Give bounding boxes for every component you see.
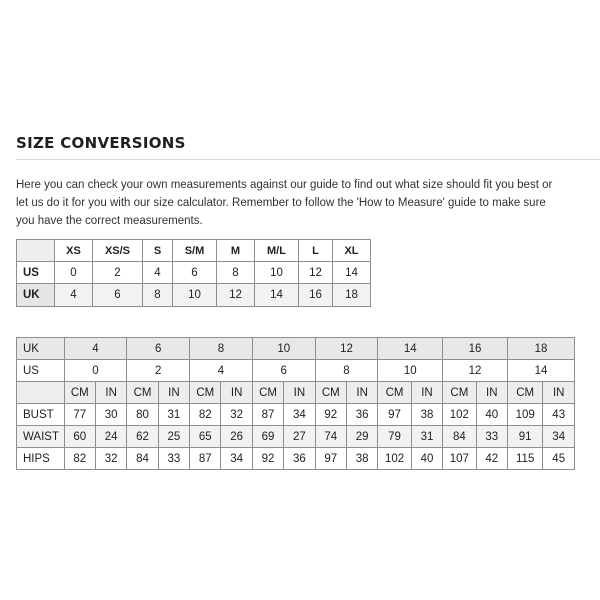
size-conversion-table bbox=[16, 239, 371, 307]
unit-in-cell: IN bbox=[411, 382, 442, 404]
table-cell: 38 bbox=[346, 448, 377, 470]
table-cell: 107 bbox=[443, 448, 476, 470]
uk-size-cell: 12 bbox=[315, 338, 378, 360]
table-cell: 97 bbox=[378, 404, 411, 426]
table-cell: 77 bbox=[64, 404, 95, 426]
table-cell: 74 bbox=[315, 426, 346, 448]
table-cell: 92 bbox=[252, 448, 283, 470]
table-cell: 32 bbox=[95, 448, 126, 470]
size-header-row bbox=[17, 240, 371, 262]
intro-line: Here you can check your own measurements against our guide to find out what size should fit you best or bbox=[16, 179, 553, 191]
row-label: UK bbox=[17, 284, 55, 307]
table-cell: 82 bbox=[190, 404, 221, 426]
table-cell: 4 bbox=[55, 284, 93, 307]
table-cell: 6 bbox=[93, 284, 143, 307]
table-cell: 33 bbox=[158, 448, 189, 470]
table-cell: 16 bbox=[299, 284, 333, 307]
table-cell: 84 bbox=[127, 448, 158, 470]
size-header-cell: L bbox=[299, 240, 333, 262]
unit-in-cell: IN bbox=[221, 382, 252, 404]
size-header-cell: S/M bbox=[173, 240, 217, 262]
table-cell: 91 bbox=[507, 426, 542, 448]
table-cell: 14 bbox=[255, 284, 299, 307]
uk-size-cell: 10 bbox=[252, 338, 315, 360]
table-cell: 69 bbox=[252, 426, 283, 448]
uk-size-cell: 18 bbox=[507, 338, 574, 360]
table-cell: 30 bbox=[95, 404, 126, 426]
row-label: US bbox=[17, 360, 65, 382]
unit-cm-cell: CM bbox=[127, 382, 158, 404]
table-cell: 27 bbox=[284, 426, 315, 448]
size-header-cell: M bbox=[217, 240, 255, 262]
uk-size-cell: 16 bbox=[443, 338, 508, 360]
intro-line: let us do it for you with our size calculator. Remember to follow the 'How to Measure' guide to make sure bbox=[16, 197, 546, 209]
page-title: SIZE CONVERSIONS bbox=[16, 134, 186, 152]
unit-cm-cell: CM bbox=[507, 382, 542, 404]
us-size-cell: 10 bbox=[378, 360, 443, 382]
table-cell: 42 bbox=[476, 448, 507, 470]
table-cell: 25 bbox=[158, 426, 189, 448]
us-size-cell: 14 bbox=[507, 360, 574, 382]
table-cell: 36 bbox=[346, 404, 377, 426]
intro-text bbox=[16, 176, 576, 230]
table-cell: 38 bbox=[411, 404, 442, 426]
uk-size-cell: 4 bbox=[64, 338, 127, 360]
us-size-cell: 0 bbox=[64, 360, 127, 382]
waist-row bbox=[17, 426, 575, 448]
table-cell: 36 bbox=[284, 448, 315, 470]
measurement-table bbox=[16, 337, 575, 470]
table-cell: 87 bbox=[252, 404, 283, 426]
table-cell: 97 bbox=[315, 448, 346, 470]
hips-row bbox=[17, 448, 575, 470]
table-cell: 65 bbox=[190, 426, 221, 448]
table-cell: 45 bbox=[543, 448, 575, 470]
table-cell: 29 bbox=[346, 426, 377, 448]
table-cell: 34 bbox=[543, 426, 575, 448]
table-cell: 87 bbox=[190, 448, 221, 470]
table-cell: 92 bbox=[315, 404, 346, 426]
unit-header-row bbox=[17, 382, 575, 404]
table-cell: 79 bbox=[378, 426, 411, 448]
us-size-cell: 8 bbox=[315, 360, 378, 382]
size-header-cell: M/L bbox=[255, 240, 299, 262]
table-cell: 60 bbox=[64, 426, 95, 448]
uk-size-cell: 8 bbox=[190, 338, 253, 360]
table-cell: 31 bbox=[158, 404, 189, 426]
us-size-cell: 12 bbox=[443, 360, 508, 382]
size-header-cell: S bbox=[143, 240, 173, 262]
row-label: WAIST bbox=[17, 426, 65, 448]
unit-in-cell: IN bbox=[284, 382, 315, 404]
table-cell: 4 bbox=[143, 262, 173, 284]
unit-cm-cell: CM bbox=[190, 382, 221, 404]
table-cell: 12 bbox=[217, 284, 255, 307]
unit-in-cell: IN bbox=[95, 382, 126, 404]
row-label: UK bbox=[17, 338, 65, 360]
table-cell: 0 bbox=[55, 262, 93, 284]
table-cell: 26 bbox=[221, 426, 252, 448]
unit-cm-cell: CM bbox=[315, 382, 346, 404]
table-cell: 24 bbox=[95, 426, 126, 448]
row-label: US bbox=[17, 262, 55, 284]
row-label: BUST bbox=[17, 404, 65, 426]
table-cell: 82 bbox=[64, 448, 95, 470]
table-cell: 84 bbox=[443, 426, 476, 448]
uk-size-cell: 14 bbox=[378, 338, 443, 360]
uk-size-row bbox=[17, 338, 575, 360]
size-header-cell: XL bbox=[333, 240, 371, 262]
table-cell: 6 bbox=[173, 262, 217, 284]
table-cell: 34 bbox=[284, 404, 315, 426]
unit-in-cell: IN bbox=[543, 382, 575, 404]
table-cell: 8 bbox=[143, 284, 173, 307]
table-cell: 80 bbox=[127, 404, 158, 426]
table-cell: 31 bbox=[411, 426, 442, 448]
table-cell: 14 bbox=[333, 262, 371, 284]
unit-cm-cell: CM bbox=[252, 382, 283, 404]
us-size-cell: 6 bbox=[252, 360, 315, 382]
us-size-row bbox=[17, 360, 575, 382]
table-corner-cell bbox=[17, 240, 55, 262]
table-row-uk bbox=[17, 284, 371, 307]
table-cell: 40 bbox=[411, 448, 442, 470]
us-size-cell: 2 bbox=[127, 360, 190, 382]
table-cell: 33 bbox=[476, 426, 507, 448]
title-divider bbox=[16, 159, 600, 160]
table-cell: 18 bbox=[333, 284, 371, 307]
size-header-cell: XS bbox=[55, 240, 93, 262]
table-cell: 2 bbox=[93, 262, 143, 284]
table-cell: 32 bbox=[221, 404, 252, 426]
unit-cm-cell: CM bbox=[64, 382, 95, 404]
intro-line: you have the correct measurements. bbox=[16, 215, 203, 227]
bust-row bbox=[17, 404, 575, 426]
table-cell: 62 bbox=[127, 426, 158, 448]
table-cell: 115 bbox=[507, 448, 542, 470]
table-cell: 43 bbox=[543, 404, 575, 426]
table-row-us bbox=[17, 262, 371, 284]
table-cell: 102 bbox=[378, 448, 411, 470]
table-cell: 12 bbox=[299, 262, 333, 284]
size-header-cell: XS/S bbox=[93, 240, 143, 262]
uk-size-cell: 6 bbox=[127, 338, 190, 360]
table-cell: 40 bbox=[476, 404, 507, 426]
unit-cm-cell: CM bbox=[378, 382, 411, 404]
table-cell: 8 bbox=[217, 262, 255, 284]
unit-in-cell: IN bbox=[476, 382, 507, 404]
unit-cm-cell: CM bbox=[443, 382, 476, 404]
table-cell: 109 bbox=[507, 404, 542, 426]
table-cell: 34 bbox=[221, 448, 252, 470]
us-size-cell: 4 bbox=[190, 360, 253, 382]
unit-in-cell: IN bbox=[158, 382, 189, 404]
row-label: HIPS bbox=[17, 448, 65, 470]
unit-corner-cell bbox=[17, 382, 65, 404]
unit-in-cell: IN bbox=[346, 382, 377, 404]
table-cell: 10 bbox=[173, 284, 217, 307]
table-cell: 10 bbox=[255, 262, 299, 284]
table-cell: 102 bbox=[443, 404, 476, 426]
